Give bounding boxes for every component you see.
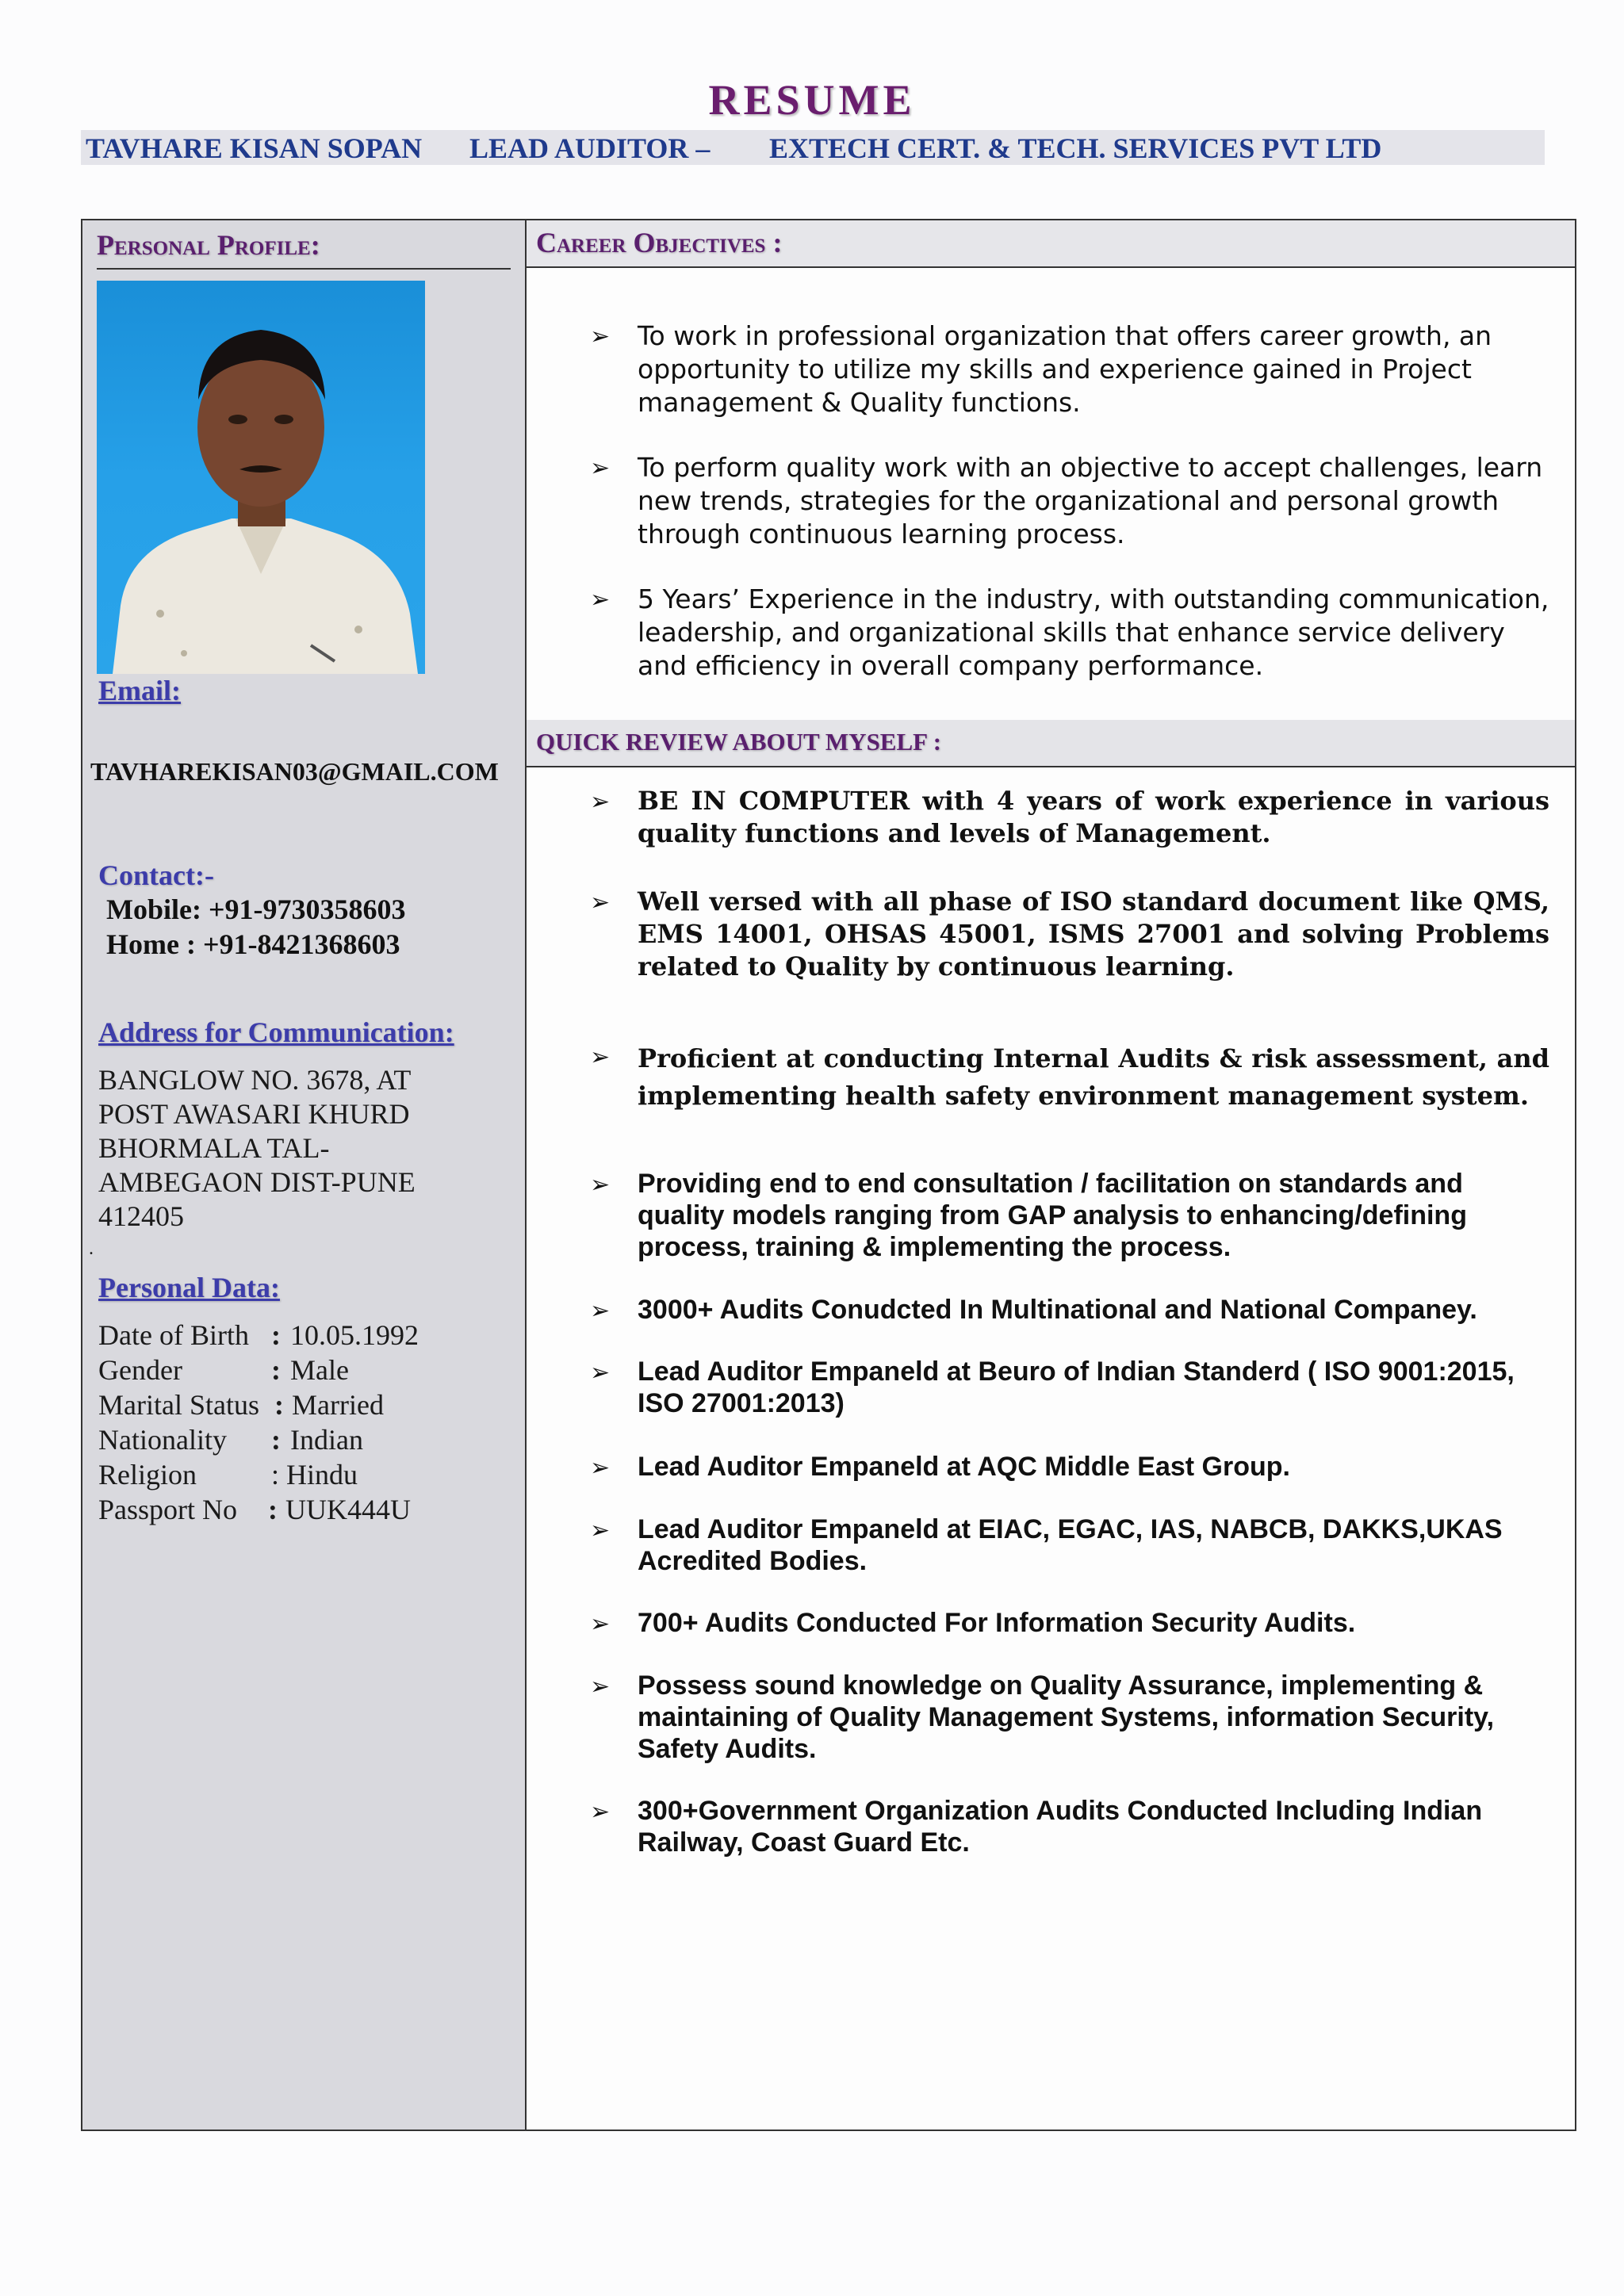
arrow-bullet-icon: ➢ [590, 1044, 611, 1070]
address-line: BANGLOW NO. 3678, AT [98, 1064, 412, 1096]
pd-value: 10.05.1992 [290, 1319, 419, 1351]
person-silhouette-icon [97, 281, 425, 674]
arrow-bullet-icon: ➢ [590, 1298, 611, 1324]
candidate-name: TAVHARE KISAN SOPAN [86, 132, 423, 164]
address-line: BHORMALA TAL- [98, 1132, 330, 1164]
pd-key: Religion [98, 1459, 197, 1490]
personal-profile-column [82, 220, 527, 2130]
pd-key: Nationality [98, 1424, 227, 1456]
review-item: ➢ Lead Auditor Empaneld at Beuro of Indian Standerd ( ISO 9001:2015, ISO 27001:2013) [590, 1357, 1515, 1418]
personal-data-label: Personal Data: [98, 1272, 280, 1303]
resume-frame [81, 219, 1576, 2131]
pd-value: Married [292, 1389, 384, 1421]
main-column [527, 220, 1575, 2130]
arrow-bullet-icon: ➢ [590, 1674, 611, 1700]
pd-key: Marital Status [98, 1389, 259, 1421]
pd-key: Gender [98, 1354, 182, 1386]
address-line: 412405 [98, 1200, 184, 1232]
address-line: AMBEGAON DIST-PUNE [98, 1166, 416, 1198]
arrow-bullet-icon: ➢ [590, 1799, 611, 1825]
objective-item: ➢ To perform quality work with an objective to accept challenges, learn new trends, strategies for the organizational and personal growth through continuous learning process. [590, 452, 1543, 549]
personal-data-list [98, 1318, 511, 1528]
quick-review-bar [527, 720, 1575, 767]
arrow-bullet-icon: ➢ [590, 1360, 611, 1386]
candidate-role: LEAD AUDITOR – [469, 132, 710, 164]
arrow-bullet-icon: ➢ [590, 323, 611, 350]
arrow-bullet-icon: ➢ [590, 1611, 611, 1637]
pd-value: UUK444U [285, 1494, 411, 1525]
review-item: ➢ Providing end to end consultation / facilitation on standards and quality models ranging from GAP analysis to enhancing/defining process, training & implementing the process. [590, 1169, 1467, 1262]
objective-item: ➢ To work in professional organization that offers career growth, an opportunity to utilize my skills and experience gained in Project management & Quality functions. [590, 320, 1492, 418]
home-number[interactable]: Home : +91-8421368603 [106, 928, 400, 960]
review-item: ➢ Proficient at conducting Internal Audits & risk assessment, and implementing health safety environment management system. [590, 1040, 1549, 1115]
personal-data-row: Passport No : UUK444U [98, 1494, 411, 1525]
personal-data-row: Marital Status : Married [98, 1389, 384, 1421]
personal-profile-heading: Personal Profile: [97, 225, 511, 270]
arrow-bullet-icon: ➢ [590, 789, 611, 815]
arrow-bullet-icon: ➢ [590, 587, 611, 613]
email-label: Email: [98, 675, 181, 706]
personal-data-row: Religion : Hindu [98, 1459, 358, 1490]
candidate-company: EXTECH CERT. & TECH. SERVICES PVT LTD [769, 132, 1382, 164]
personal-data-row: Gender : Male [98, 1354, 349, 1386]
career-objectives-heading: Career Objectives : [536, 227, 783, 258]
arrow-bullet-icon: ➢ [590, 1517, 611, 1544]
pd-value: Male [290, 1354, 349, 1386]
personal-data-row: Nationality : Indian [98, 1424, 363, 1456]
mobile-number[interactable]: Mobile: +91-9730358603 [106, 894, 406, 925]
review-item: ➢ Lead Auditor Empaneld at EIAC, EGAC, IAS, NABCB, DAKKS,UKAS Acredited Bodies. [590, 1514, 1503, 1576]
arrow-bullet-icon: ➢ [590, 1455, 611, 1481]
personal-data-row: Date of Birth : 10.05.1992 [98, 1319, 419, 1351]
review-item: ➢ Well versed with all phase of ISO standard document like QMS, EMS 14001, OHSAS 45001, ISMS 27001 and solving Problems related to Quality by continuous learning. [590, 886, 1549, 982]
contact-label: Contact:- [98, 859, 214, 891]
profile-photo [97, 281, 425, 674]
review-item: ➢ 300+Government Organization Audits Conducted Including Indian Railway, Coast Guard Etc. [590, 1796, 1483, 1858]
pd-value: Hindu [286, 1459, 358, 1490]
arrow-bullet-icon: ➢ [590, 890, 611, 916]
quick-review-heading: QUICK REVIEW ABOUT MYSELF : [536, 728, 942, 756]
review-item: ➢ 700+ Audits Conducted For Information Security Audits. [590, 1608, 1356, 1638]
review-item: ➢ BE IN COMPUTER with 4 years of work experience in various quality functions and levels of Management. [590, 786, 1549, 848]
review-item: ➢ Possess sound knowledge on Quality Assurance, implementing & maintaining of Quality Management Systems, information Security, Safety Audits. [590, 1670, 1495, 1764]
stray-dot: . [89, 1238, 94, 1259]
arrow-bullet-icon: ➢ [590, 1172, 611, 1198]
objective-item: ➢ 5 Years’ Experience in the industry, with outstanding communication, leadership, and organizational skills that enhance service delivery and efficiency in overall company performance. [590, 584, 1549, 681]
arrow-bullet-icon: ➢ [590, 455, 611, 481]
review-item: ➢ 3000+ Audits Conudcted In Multinational and National Companey. [590, 1295, 1477, 1325]
email-value[interactable]: TAVHAREKISAN03@GMAIL.COM [90, 757, 499, 786]
pd-key: Passport No [98, 1494, 238, 1525]
header-bar [81, 130, 1545, 165]
career-objectives-bar [527, 220, 1575, 268]
address-block [98, 1063, 416, 1234]
review-item: ➢ Lead Auditor Empaneld at AQC Middle East Group. [590, 1452, 1290, 1482]
pd-value: Indian [290, 1424, 363, 1456]
pd-key: Date of Birth [98, 1319, 249, 1351]
resume-title: RESUME [708, 76, 916, 124]
address-label: Address for Communication: [98, 1016, 454, 1048]
address-line: POST AWASARI KHURD [98, 1098, 410, 1130]
